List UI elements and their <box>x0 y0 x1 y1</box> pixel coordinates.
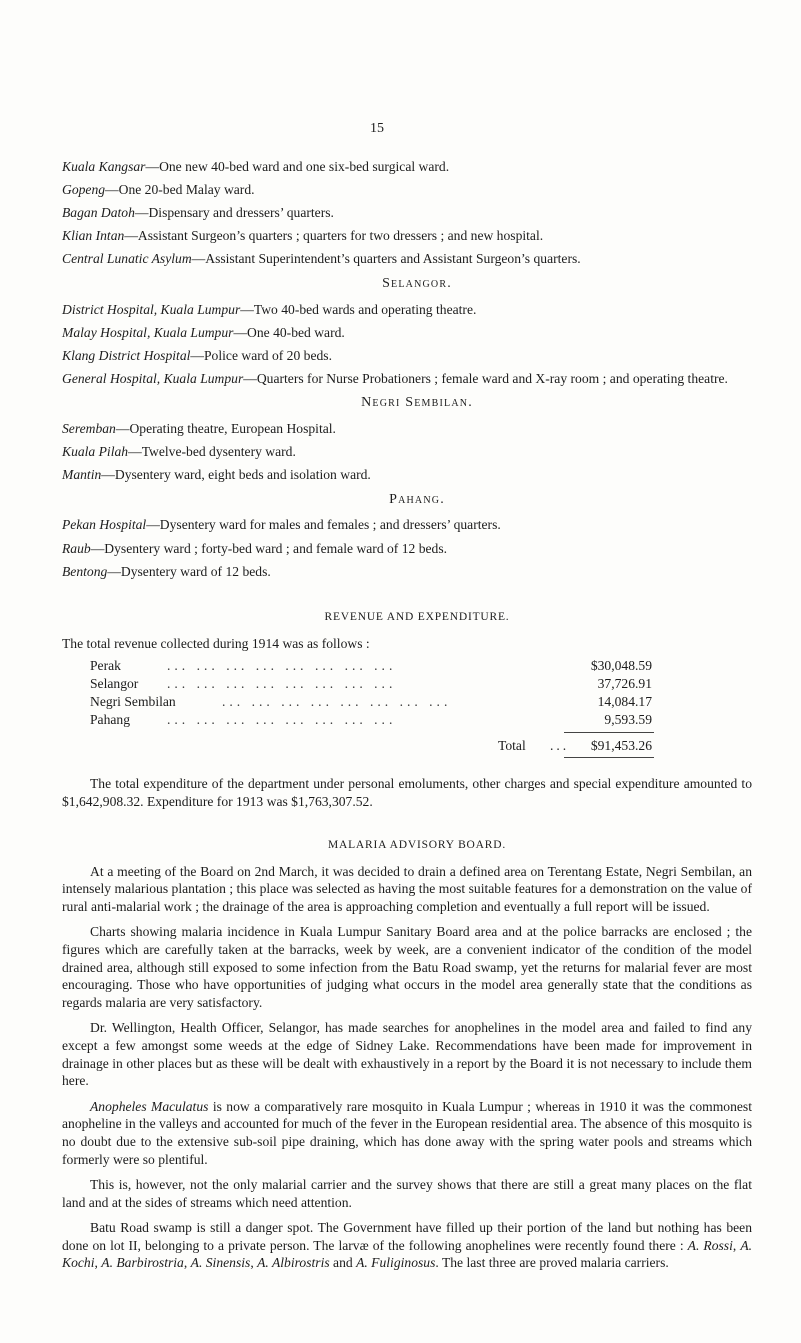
section-heading-revenue: REVENUE AND EXPENDITURE. <box>324 611 510 623</box>
paragraph: This is, however, not the only malarial carrier and the survey shows that there are still a great many places on the flat land and at the sides of streams which need attention. <box>62 1177 752 1210</box>
list-item: Seremban—Operating theatre, European Hospital. <box>62 421 336 437</box>
list-item: Raub—Dysentery ward ; forty-bed ward ; and female ward of 12 beds. <box>62 540 448 556</box>
list-item: Klang District Hospital—Police ward of 20 beds. <box>62 347 332 363</box>
list-item: Kuala Kangsar—One new 40-bed ward and one six-bed surgical ward. <box>62 159 450 174</box>
malaria-section <box>62 837 752 1280</box>
paragraph: Batu Road swamp is still a danger spot. The Government have filled up their portion of the land but nothing has been done on lot II, belonging to a private person. The larvæ of the following anophelines were recently found there : A. Rossi, A. Kochi, A. Barbirostria, A. Sinensis, A. Albirostris and A. Fuliginosus. The last three are proved malaria carriers. <box>62 1220 753 1271</box>
revenue-table <box>62 657 752 761</box>
paragraph: At a meeting of the Board on 2nd March, it was decided to drain a defined area on Terentang Estate, Negri Sembilan, an intensely malarious plantation ; this place was selected as having the most suitable features for a demonstration on the value of rural anti-malarial work ; the drainage of the area is approaching completion and eventually a full report will be issued. <box>62 863 752 914</box>
table-row: Selangor ... ... ... ... ... ... ... ... 37,726.91 <box>90 676 652 692</box>
paragraph: Charts showing malaria incidence in Kuala Lumpur Sanitary Board area and at the police barracks are enclosed ; the figures which are carefully taken at the barracks, week by week, are a convenient indicator of the condition of the model drained area, although still exposed to some infection from the Batu Road swamp, yet the returns for malarial fever are most encouraging. Those who have opportunities of judging what occurs in the model area generally state that the conditions as regards malaria are very satisfactory. <box>62 924 752 1010</box>
table-row: Perak ... ... ... ... ... ... ... ... $30,048.59 <box>90 658 652 674</box>
paragraph: Anopheles Maculatus is now a comparatively rare mosquito in Kuala Lumpur ; whereas in 1910 it was the commonest anopheline in the valleys and accounted for much of the fever in the European residential area. The absence of this mosquito is no doubt due to the extensive sub-soil pipe draining, which has done away with the spring water pools and streams which formerly were so plentiful. <box>62 1098 752 1167</box>
page-number: 15 <box>370 121 384 136</box>
list-item: Bentong—Dysentery ward of 12 beds. <box>62 563 271 579</box>
list-item: General Hospital, Kuala Lumpur—Quarters for Nurse Probationers ; female ward and X-ray room ; and operating theatre. <box>62 370 728 386</box>
list-item: District Hospital, Kuala Lumpur—Two 40-bed wards and operating theatre. <box>62 301 477 317</box>
perak-works-list <box>62 158 752 586</box>
section-heading-negri-sembilan: Negri Sembilan. <box>361 395 473 411</box>
expenditure-paragraph: The total expenditure of the department under personal emoluments, other charges and special expenditure amounted to $1,642,908.32. Expenditure for 1913 was $1,763,307.52. <box>62 776 752 809</box>
section-heading-malaria: MALARIA ADVISORY BOARD. <box>327 839 507 851</box>
list-item: Klian Intan—Assistant Surgeon’s quarters ; quarters for two dressers ; and new hospital. <box>62 228 544 244</box>
section-heading-pahang: Pahang. <box>389 491 445 507</box>
section-heading-selangor: Selangor. <box>382 275 452 291</box>
list-item: Mantin—Dysentery ward, eight beds and isolation ward. <box>62 467 371 483</box>
table-row: Pahang ... ... ... ... ... ... ... ... 9,593.59 <box>90 712 652 728</box>
revenue-intro: The total revenue collected during 1914 was as follows : <box>62 635 370 651</box>
revenue-section <box>62 609 752 818</box>
list-item: Kuala Pilah—Twelve-bed dysentery ward. <box>62 444 296 460</box>
divider <box>62 729 752 737</box>
list-item: Central Lunatic Asylum—Assistant Superintendent’s quarters and Assistant Surgeon’s quarters. <box>62 251 581 267</box>
list-item: Bagan Datoh—Dispensary and dressers’ quarters. <box>62 205 334 221</box>
paragraph: Dr. Wellington, Health Officer, Selangor, has made searches for anophelines in the model area and failed to find any except a few amongst some weeds at the edge of Sidney Lake. Recommendations have been made for improvement in drainage in other places but as these will be dealt with exhaustively in a report by the Board it is not necessary to include them here. <box>62 1020 752 1089</box>
table-row: Negri Sembilan ... ... ... ... ... ... ... ... 14,084.17 <box>90 694 652 710</box>
list-item: Pekan Hospital—Dysentery ward for males and females ; and dressers’ quarters. <box>62 517 501 533</box>
list-item: Gopeng—One 20-bed Malay ward. <box>62 182 255 198</box>
list-item: Malay Hospital, Kuala Lumpur—One 40-bed ward. <box>62 324 345 340</box>
divider <box>62 755 752 761</box>
table-row-total: Total ... $91,453.26 <box>498 738 652 754</box>
